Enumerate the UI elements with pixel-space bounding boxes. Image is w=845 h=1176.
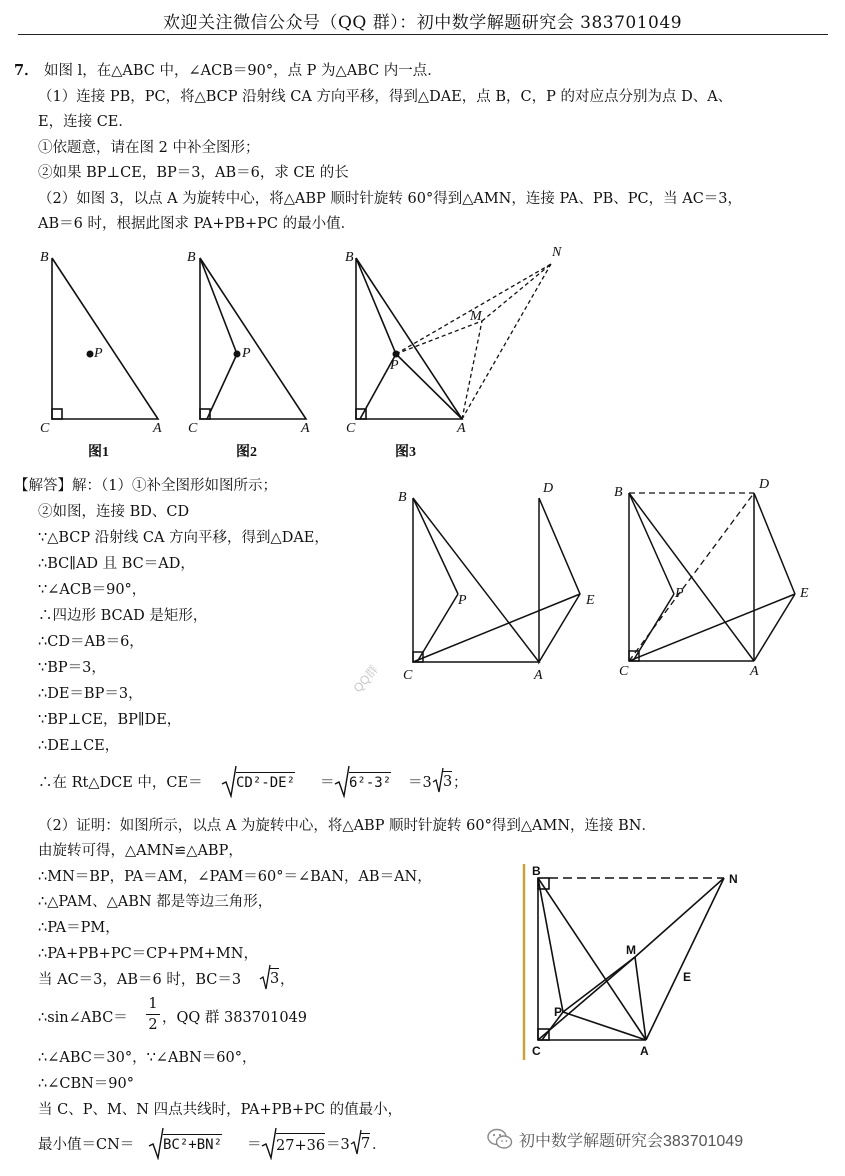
cn-end: ．	[372, 1137, 387, 1153]
fraction-denominator: 2	[148, 1017, 158, 1033]
cn-equals: ＝	[247, 1137, 262, 1153]
solution-step: ∵△BCP 沿射线 CA 方向平移，得到△DAE，	[38, 530, 329, 546]
bc-radicand: 3	[270, 968, 279, 989]
solution-title: 【解答】解：（1）①补全图形如图所示；	[14, 478, 277, 494]
fig3-label-p: P	[390, 358, 399, 373]
fig2-label-p: P	[242, 346, 251, 361]
sol1-label-d: D	[543, 481, 554, 496]
fig2-label-a: A	[301, 421, 310, 436]
cn-equals-coef: ＝3	[326, 1137, 350, 1153]
watermark: QQ群	[350, 662, 381, 696]
ce-equals-coef: ＝3	[408, 775, 432, 791]
part2-step: 当 C、P、M、N 四点共线时，PA+PB+PC 的值最小，	[38, 1102, 403, 1118]
sol3-label-e: E	[683, 970, 692, 984]
radical-sign-icon	[261, 1126, 277, 1160]
sin-line-prefix: ∴sin∠ABC＝	[38, 1010, 128, 1026]
solution-figure-3	[518, 862, 758, 1062]
ce-radicand-3: 3	[443, 771, 452, 792]
fraction-numerator: 1	[148, 996, 158, 1012]
fig3-label-c: C	[346, 421, 356, 436]
fig1-label-c: C	[40, 421, 50, 436]
radical-sign-icon	[334, 764, 350, 798]
sol3-label-b: B	[532, 864, 541, 878]
fig1-caption: 图1	[88, 445, 109, 460]
header-divider	[18, 34, 828, 35]
part2-step: ∴PA＝PM，	[38, 920, 120, 936]
fig3-label-m: M	[470, 309, 482, 324]
solution-step: ∵BP⊥CE，BP∥DE，	[38, 712, 182, 728]
sol2-label-p: P	[675, 586, 684, 601]
fig1-label-p: P	[94, 346, 103, 361]
sol2-label-a: A	[750, 664, 759, 679]
fig1-triangle	[52, 258, 158, 419]
sol2-label-e: E	[800, 586, 809, 601]
radical-sign-icon	[221, 764, 237, 798]
sol3-label-a: A	[640, 1044, 649, 1058]
bc-line-end: ，	[280, 972, 295, 988]
solution-step: ∵∠ACB＝90°，	[38, 582, 147, 598]
part2-step: 由旋转可得，△AMN≌△ABP，	[38, 843, 243, 859]
sol1-label-a: A	[534, 668, 543, 683]
fig3-point-p	[393, 351, 400, 358]
fig3-label-a: A	[457, 421, 466, 436]
fig2-caption: 图2	[236, 445, 257, 460]
solution-step: ②如图，连接 BD、CD	[38, 504, 190, 520]
solution-step: ∴DE⊥CE，	[38, 738, 120, 754]
ce-end: ；	[453, 775, 468, 791]
problem-figures	[30, 244, 610, 466]
solution-figure-2	[612, 476, 812, 691]
fig3-triangle	[356, 258, 462, 419]
fig1-label-b: B	[40, 250, 49, 265]
solution-step: ∴CD＝AB＝6，	[38, 634, 144, 650]
sin-fraction	[146, 995, 160, 1034]
wechat-icon	[487, 1127, 513, 1151]
ce-formula-prefix: ∴在 Rt△DCE 中，CE＝	[38, 775, 203, 791]
part2-step: ∴∠CBN＝90°	[38, 1076, 135, 1092]
sol3-label-m: M	[626, 943, 636, 957]
problem-sub2: ②如果 BP⊥CE，BP＝3，AB＝6，求 CE 的长	[38, 165, 349, 181]
problem-intro: 如图 l，在△ABC 中，∠ACB＝90°，点 P 为△ABC 内一点．	[44, 63, 442, 79]
problem-part2-line1: （2）如图 3，以点 A 为旋转中心，将△ABP 顺时针旋转 60°得到△AMN，连接 PA、PB、PC，当 AC＝3，	[38, 191, 743, 207]
fig3-caption: 图3	[395, 445, 416, 460]
problem-part1-line1: （1）连接 PB，PC，将△BCP 沿射线 CA 方向平移，得到△DAE，点 B，C，P 的对应点分别为点 D、A、	[38, 89, 733, 105]
fig1-right-angle	[52, 409, 62, 419]
solution-step: ∴四边形 BCAD 是矩形，	[38, 608, 208, 624]
ce-equals: ＝	[320, 775, 335, 791]
part2-step: ∴MN＝BP，PA＝AM，∠PAM＝60°＝∠BAN，AB＝AN，	[38, 869, 432, 885]
radical-sign-icon	[148, 1126, 164, 1160]
fig2-point-p	[234, 351, 241, 358]
sol3-label-n: N	[729, 872, 738, 886]
cn-line-prefix: 最小值＝CN＝	[38, 1137, 135, 1153]
part2-step: ∴∠ABC＝30°，∵∠ABN＝60°，	[38, 1050, 257, 1066]
part2-step: ∴△PAM、△ABN 都是等边三角形，	[38, 894, 273, 910]
fraction-bar	[146, 1014, 160, 1015]
bc-line-prefix: 当 AC＝3，AB＝6 时，BC＝3	[38, 972, 242, 988]
cn-radicand-1: BC²+BN²	[163, 1134, 222, 1153]
sol2-label-b: B	[614, 485, 623, 500]
problem-number: 7．	[14, 62, 39, 79]
solution-step: ∴DE＝BP＝3，	[38, 686, 143, 702]
ce-radicand-1: CD²-DE²	[236, 772, 295, 791]
fig1-point-p	[87, 351, 94, 358]
sol2-label-c: C	[619, 664, 629, 679]
page-header: 欢迎关注微信公众号（QQ 群）：初中数学解题研究会 383701049	[162, 13, 683, 33]
cn-radicand-3: 7	[361, 1133, 370, 1154]
sol1-label-p: P	[458, 593, 467, 608]
fig2-label-b: B	[187, 250, 196, 265]
sol3-label-p: P	[554, 1005, 563, 1019]
part2-title: （2）证明：如图所示，以点 A 为旋转中心，将△ABP 顺时针旋转 60°得到△AMN，连接 BN．	[38, 818, 656, 834]
solution-step: ∴BC∥AD 且 BC＝AD，	[38, 556, 195, 572]
fig3-label-n: N	[552, 245, 562, 260]
solution-step: ∵BP＝3，	[38, 660, 106, 676]
fig2-label-c: C	[188, 421, 198, 436]
problem-part2-line2: AB＝6 时，根据此图求 PA+PB+PC 的最小值．	[38, 216, 356, 232]
fig2-triangle	[200, 258, 306, 419]
fig3-label-b: B	[345, 250, 354, 265]
problem-sub1: ①依题意，请在图 2 中补全图形；	[38, 140, 260, 156]
sol2-label-d: D	[759, 477, 770, 492]
ce-radicand-2: 6²-3²	[349, 772, 391, 791]
sol1-label-c: C	[403, 668, 413, 683]
sol1-label-e: E	[586, 593, 595, 608]
part2-step: ∴PA+PB+PC＝CP+PM+MN，	[38, 946, 258, 962]
problem-part1-line2: E，连接 CE．	[38, 114, 133, 130]
sol1-label-b: B	[398, 490, 407, 505]
solution-figure-1	[395, 476, 610, 691]
sol3-label-c: C	[532, 1044, 541, 1058]
cn-radicand-2: 27+36	[276, 1133, 325, 1156]
sin-line-end: ，QQ 群 383701049	[162, 1010, 308, 1026]
fig1-label-a: A	[153, 421, 162, 436]
footer-brand: 初中数学解题研究会383701049	[519, 1133, 744, 1150]
